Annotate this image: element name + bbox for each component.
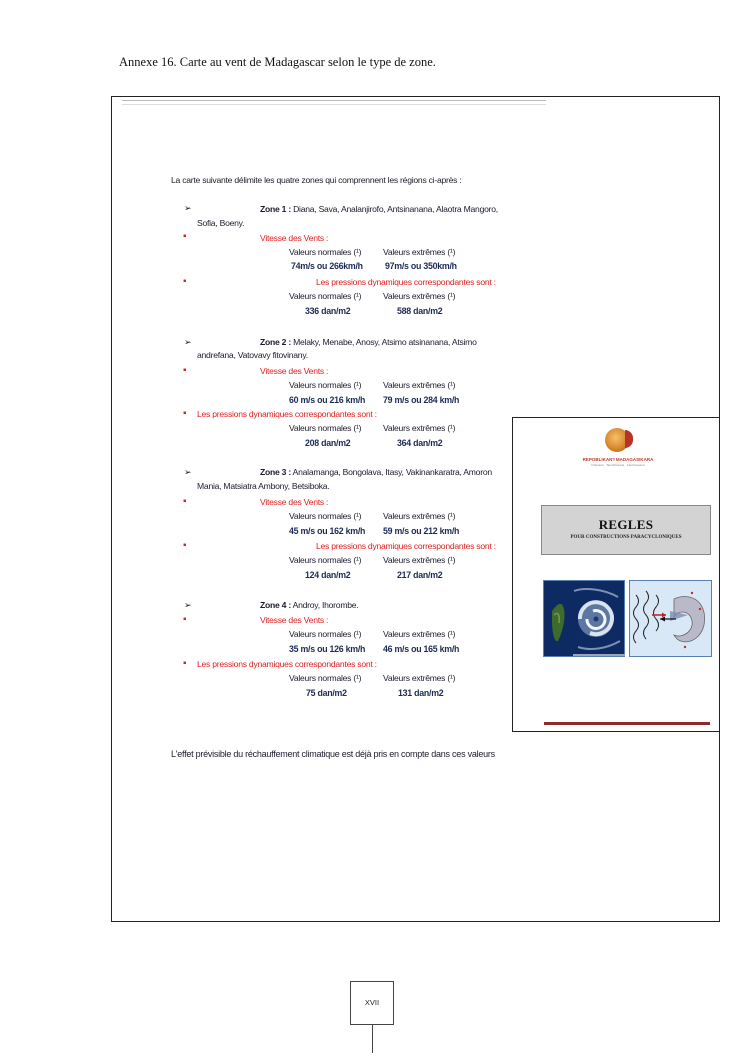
cover-title: REGLES — [598, 517, 654, 532]
regulation-cover-thumbnail — [512, 417, 720, 732]
zone-4-regions: Zone 4 : Androy, Ihorombe. — [260, 600, 359, 610]
zone-2-pressure-extreme: 364 dan/m2 — [397, 438, 443, 448]
zone-1-pressure-label: Les pressions dynamiques correspondantes sont : — [316, 277, 496, 287]
zone-2-wind-normal-header: Valeurs normales (¹) — [289, 380, 362, 390]
bullet-dot-icon: ▪ — [183, 365, 187, 376]
zone-1-wind-normal: 74m/s ou 266km/h — [291, 261, 363, 271]
bullet-dot-icon: ▪ — [183, 276, 187, 287]
zone-1-regions-cont: Sofia, Boeny. — [197, 218, 245, 228]
cover-bottom-rule — [544, 722, 710, 725]
zone-2-wind-extreme: 79 m/s ou 284 km/h — [383, 395, 460, 405]
zone-2-pressure-normal: 208 dan/m2 — [305, 438, 351, 448]
zone-2-wind-label: Vitesse des Vents : — [260, 366, 329, 376]
zone-3-wind-normal: 45 m/s ou 162 km/h — [289, 526, 366, 536]
zone-1-pressure-normal: 336 dan/m2 — [305, 306, 351, 316]
zone-2-regions: Zone 2 : Melaky, Menabe, Anosy, Atsimo atsinanana, Atsimo — [260, 337, 477, 347]
zone-1-wind-extreme: 97m/s ou 350km/h — [385, 261, 457, 271]
zone-4-pressure-normal-header: Valeurs normales (¹) — [289, 673, 362, 683]
bullet-arrow-icon: ➢ — [184, 600, 192, 610]
zone-4-pressure-label: Les pressions dynamiques correspondantes sont : — [197, 659, 377, 669]
bullet-arrow-icon: ➢ — [184, 337, 192, 347]
zone-1-wind-extreme-header: Valeurs extrêmes (¹) — [383, 247, 456, 257]
emblem-motto: Fitiavana · Tanindrazana · Fandrosoana — [591, 463, 645, 467]
zone-4-wind-extreme: 46 m/s ou 165 km/h — [383, 644, 460, 654]
cyclone-satellite-image — [543, 580, 625, 657]
bullet-arrow-icon: ➢ — [184, 203, 192, 213]
bullet-dot-icon: ▪ — [183, 540, 187, 551]
zone-3-wind-label: Vitesse des Vents : — [260, 497, 329, 507]
zone-4-wind-extreme-header: Valeurs extrêmes (¹) — [383, 629, 456, 639]
zone-2-wind-normal: 60 m/s ou 216 km/h — [289, 395, 366, 405]
zone-1-wind-normal-header: Valeurs normales (¹) — [289, 247, 362, 257]
zone-4-pressure-normal: 75 dan/m2 — [306, 688, 347, 698]
page-number: XVII — [350, 981, 394, 1025]
zone-2-regions-cont: andrefana, Vatovavy fitovinany. — [197, 350, 308, 360]
emblem-name: REPOBLIKAN'I MADAGASIKARA — [582, 457, 654, 462]
bullet-dot-icon: ▪ — [183, 658, 187, 669]
zone-2-title: Zone 2 : — [260, 337, 291, 347]
zone-4-pressure-extreme: 131 dan/m2 — [398, 688, 444, 698]
bullet-dot-icon: ▪ — [183, 231, 187, 242]
zone-3-pressure-extreme-header: Valeurs extrêmes (¹) — [383, 555, 456, 565]
zone-1-pressure-normal-header: Valeurs normales (¹) — [289, 291, 362, 301]
zone-3-pressure-label: Les pressions dynamiques correspondantes sont : — [316, 541, 496, 551]
zone-1-regions: Zone 1 : Diana, Sava, Analanjirofo, Antsinanana, Alaotra Mangoro, — [260, 204, 498, 214]
zone-4-pressure-extreme-header: Valeurs extrêmes (¹) — [383, 673, 456, 683]
zone-2-wind-extreme-header: Valeurs extrêmes (¹) — [383, 380, 456, 390]
zone-1-pressure-extreme-header: Valeurs extrêmes (¹) — [383, 291, 456, 301]
intro-text: La carte suivante délimite les quatre zones qui comprennent les régions ci-après : — [171, 175, 462, 185]
zone-4-wind-normal-header: Valeurs normales (¹) — [289, 629, 362, 639]
zone-4-title: Zone 4 : — [260, 600, 291, 610]
zone-4-wind-label: Vitesse des Vents : — [260, 615, 329, 625]
zone-2-pressure-label: Les pressions dynamiques correspondantes sont : — [197, 409, 377, 419]
bullet-arrow-icon: ➢ — [184, 467, 192, 477]
bullet-dot-icon: ▪ — [183, 614, 187, 625]
wind-pressure-diagram — [629, 580, 712, 657]
zone-3-title: Zone 3 : — [260, 467, 291, 477]
emblem-leaf-icon — [625, 430, 633, 448]
zone-1-pressure-extreme: 588 dan/m2 — [397, 306, 443, 316]
zone-1-wind-label: Vitesse des Vents : — [260, 233, 329, 243]
zone-2-pressure-normal-header: Valeurs normales (¹) — [289, 423, 362, 433]
cover-subtitle: POUR CONSTRUCTIONS PARACYCLONIQUES — [570, 535, 682, 540]
top-rule — [122, 100, 546, 105]
zone-3-wind-extreme-header: Valeurs extrêmes (¹) — [383, 511, 456, 521]
annex-caption: Annexe 16. Carte au vent de Madagascar selon le type de zone. — [119, 55, 436, 69]
cover-title-box — [541, 505, 711, 555]
zone-3-pressure-normal-header: Valeurs normales (¹) — [289, 555, 362, 565]
page-number-connector — [372, 1025, 373, 1053]
bullet-dot-icon: ▪ — [183, 496, 187, 507]
zone-2-pressure-extreme-header: Valeurs extrêmes (¹) — [383, 423, 456, 433]
zone-3-wind-normal-header: Valeurs normales (¹) — [289, 511, 362, 521]
zone-4-wind-normal: 35 m/s ou 126 km/h — [289, 644, 366, 654]
zone-3-regions-cont: Mania, Matsiatra Ambony, Betsiboka. — [197, 481, 330, 491]
zone-3-wind-extreme: 59 m/s ou 212 km/h — [383, 526, 460, 536]
zone-3-regions: Zone 3 : Analamanga, Bongolava, Itasy, Vakinankaratra, Amoron — [260, 467, 492, 477]
satellite-image-caption — [573, 654, 625, 656]
outro-text: L'effet prévisible du réchauffement climatique est déjà pris en compte dans ces valeurs — [171, 749, 495, 759]
zone-3-pressure-extreme: 217 dan/m2 — [397, 570, 443, 580]
bullet-dot-icon: ▪ — [183, 408, 187, 419]
zone-1-title: Zone 1 : — [260, 204, 291, 214]
zone-3-pressure-normal: 124 dan/m2 — [305, 570, 351, 580]
